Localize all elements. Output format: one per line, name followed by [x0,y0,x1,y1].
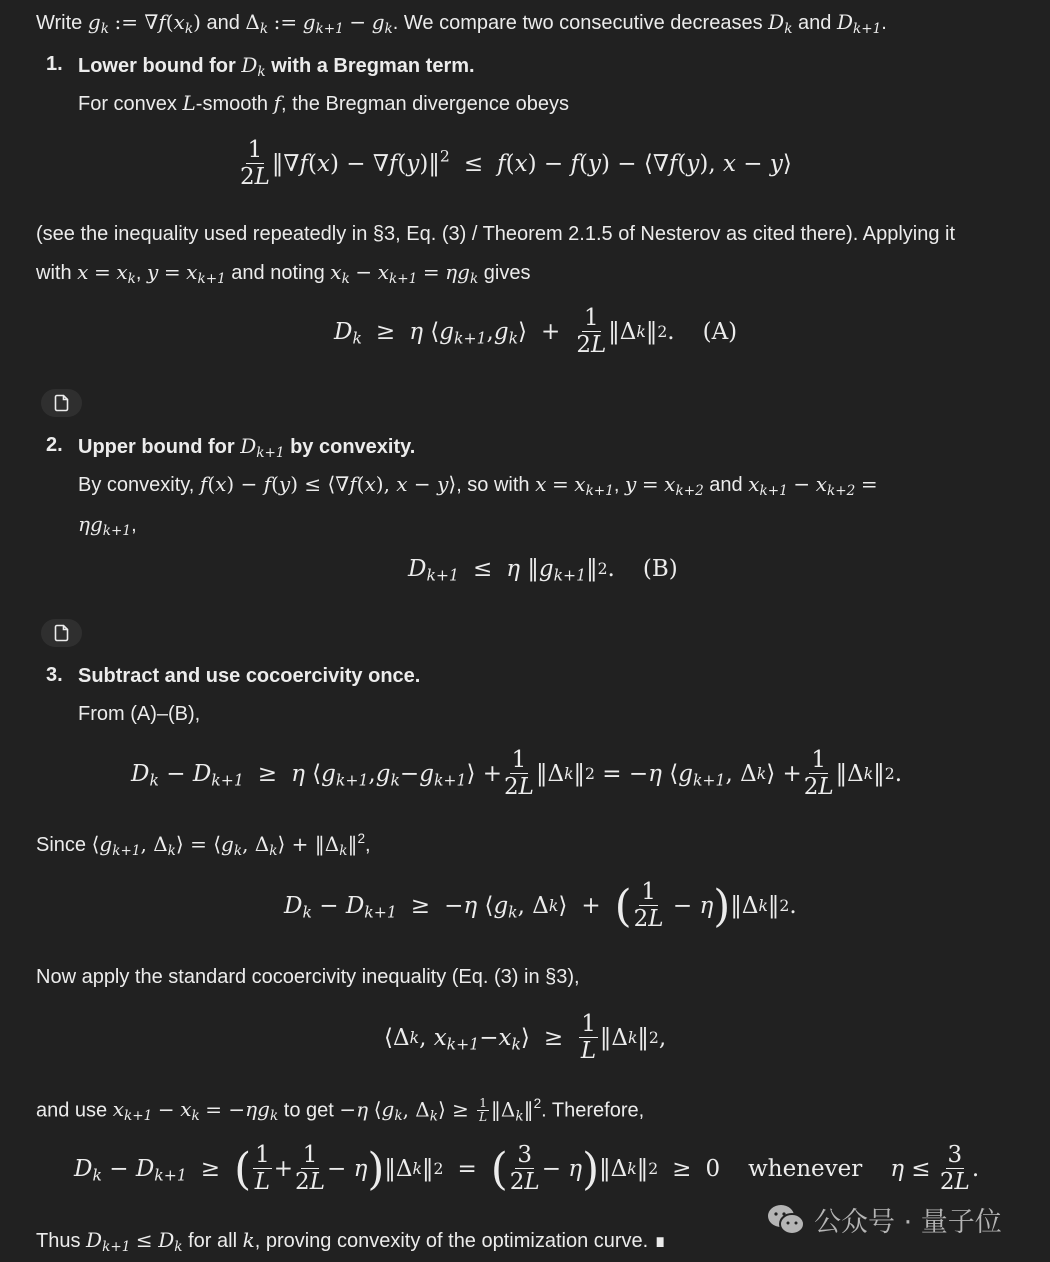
cocoercivity-inequality: ⟨Δ k , $x_{k+1}$ − $x_k$ ⟩ ≥ $\frac{1}{L}$ ‖Δ k ‖ 2 , [384,1011,667,1065]
watermark [766,1200,1002,1239]
step-3-number: 3. [46,664,63,686]
copy-button[interactable] [41,389,82,417]
intro-line: Write $g_k$ := $\nabla f(x_k)$ and $\Delta_k$ := $g_{k+1} - g_k$. We compare two consecutive decreases $D_k$ and $D_{k+1}$. [36,10,887,38]
rearranged-equation: $D_k$ − $D_{k+1}$ ≥ − η ⟨ $g_k$ , Δ k ⟩ + ( $\frac{1}{2L}$ − η ) ‖Δ k ‖ 2 . [284,879,797,933]
document-copy-icon [54,394,70,412]
step-1-note-2: with $x = x_k$, $y = x_{k+1}$ and noting $x_k - x_{k+1} = \eta g_k$ gives [36,260,531,288]
qed-symbol: ∎ [653,1230,667,1252]
document-copy-icon [54,624,70,642]
step-1-number: 1. [46,53,63,75]
since-line: Since $⟨g_{k+1}$, $\Delta_k⟩$ = $⟨g_k$, $\Delta_k⟩$ + $‖\Delta_k‖^2$, [36,830,371,860]
step-3-from: From (A)–(B), [78,703,201,725]
step-2-number: 2. [46,434,63,456]
step-1-title: Lower bound for $D_k$ with a Bregman term. [78,53,475,81]
watermark-text: 公众号 · 量子位 [814,1207,1002,1238]
now-apply-line: Now apply the standard cocoercivity inequality (Eq. (3) in §3), [36,966,580,988]
and-use-line: and use $x_{k+1} - x_k = -\eta g_k$ to get −η $⟨g_k$, $\Delta_k⟩$ ≥ $\frac{1}{L}$ $‖\Delta_k‖^2$. Therefore, [36,1096,645,1125]
step-1-note: (see the inequality used repeatedly in §3, Eq. (3) / Theorem 2.1.5 of Nesterov as cited there). Applying it [36,223,956,245]
subtraction-equation: $D_k$ − $D_{k+1}$ ≥ η ⟨ $g_{k+1}$ , $g_k$ − $g_{k+1}$ ⟩ + $\frac{1}{2L}$ ‖Δ k ‖ 2 = − η ⟨ $g_{k+1}$ , Δ k ⟩ + $\frac{1}{2L}$ ‖Δ k ‖ 2 . [131,747,903,801]
equation-b: $D_{k+1}$ ≤ η ‖ $g_{k+1}$ ‖ 2 . (B) [408,556,678,585]
conclusion-line: Thus $D_{k+1} \le D_k$ for all k, proving convexity of the optimization curve. ∎ [36,1228,667,1256]
step-2-body-2: $\eta g_{k+1}$, [78,512,137,540]
final-equation: $D_k$ − $D_{k+1}$ ≥ ( $\frac{1}{L}$ + $\frac{1}{2L}$ − η ) ‖Δ k ‖ 2 = ( $\frac{3}{2L}$ − η ) ‖Δ k ‖ 2 ≥ 0 whenever η ≤ $\frac{3}{2L}$ . [74,1142,980,1196]
step-2-body: By convexity, f(x) − f(y) ≤ ⟨∇f(x), x − y⟩, so with $x = x_{k+1}$, $y = x_{k+2}$ and $x_{k+1} - x_{k+2}$ = [78,472,878,500]
copy-button[interactable] [41,619,82,647]
step-3-title: Subtract and use cocoercivity once. [78,665,421,687]
bregman-inequality: $\frac{1}{2L}$ ‖∇f(x) − ∇f(y)‖$^2$ ≤ f(x) − f(y) − ⟨∇f(y), x − y⟩ [240,137,792,191]
step-2-title: Upper bound for $D_{k+1}$ by convexity. [78,434,416,462]
step-1-body: For convex L-smooth f, the Bregman divergence obeys [78,91,569,115]
equation-a: $D_k$ ≥ η ⟨ $g_{k+1}$ , $g_k$ ⟩ + $\frac{1}{2L}$ ‖Δ k ‖ 2 . (A) [334,305,738,359]
wechat-icon [766,1203,806,1237]
